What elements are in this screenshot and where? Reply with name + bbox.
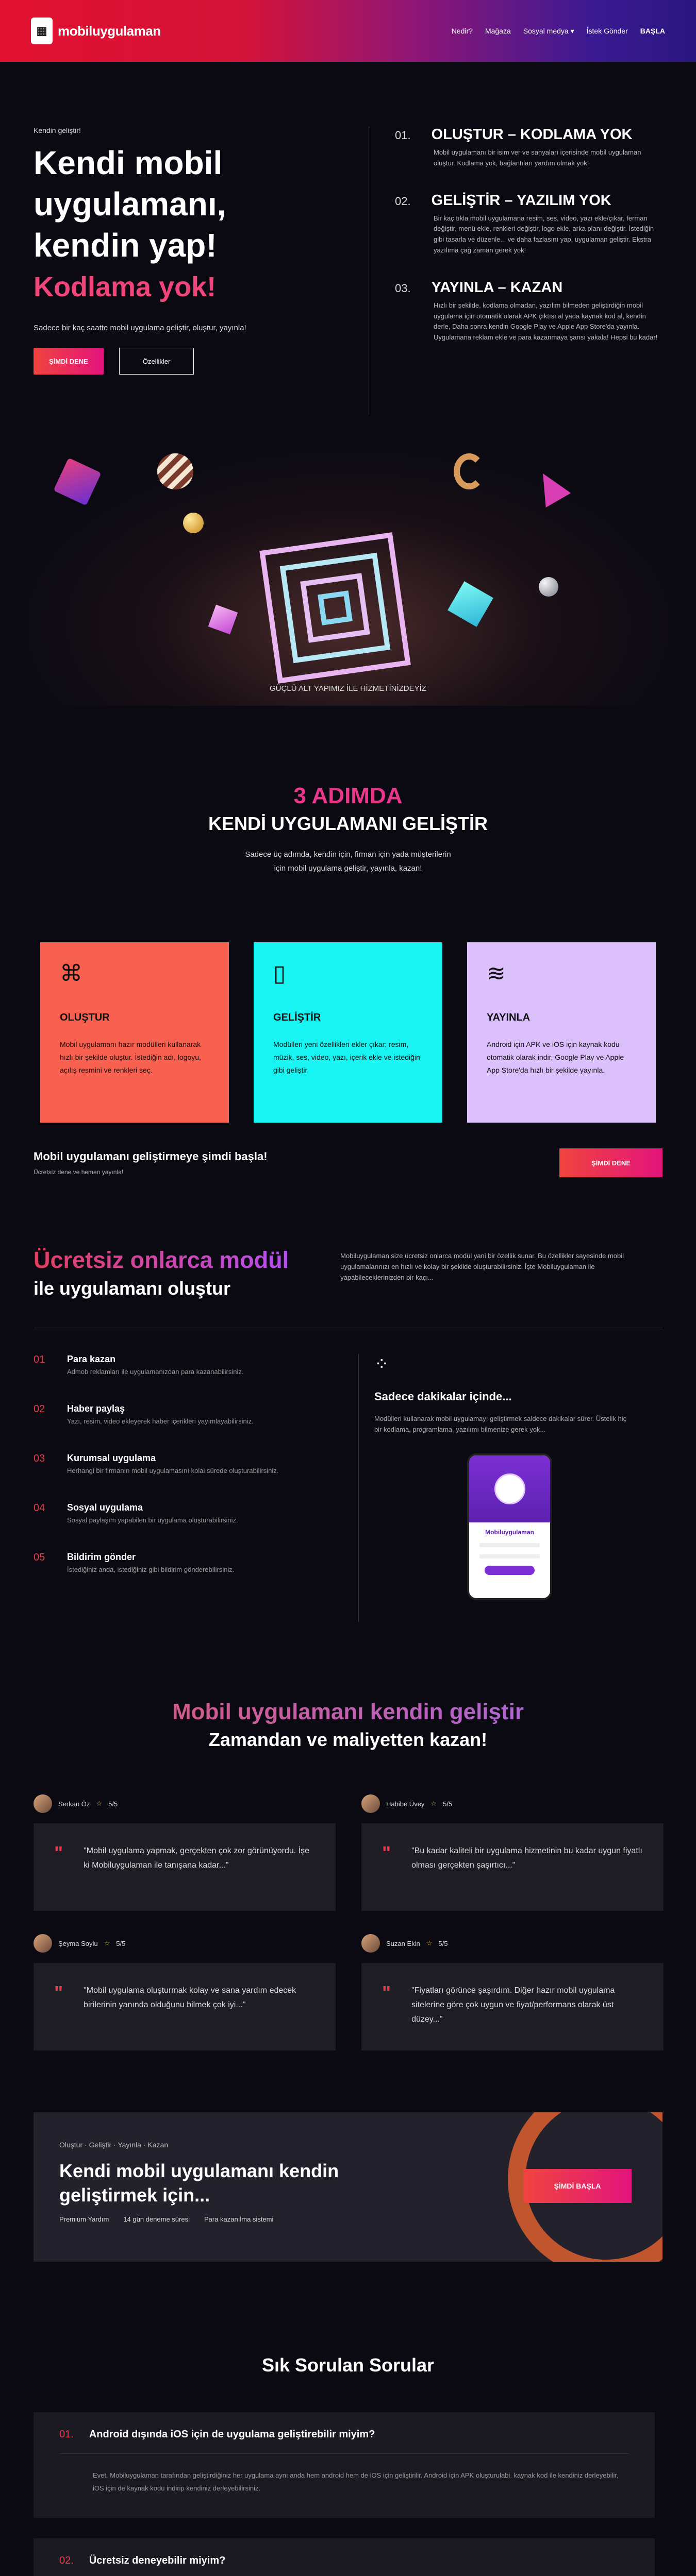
testimonials-title: Mobil uygulamanı kendin geliştir [0,1699,696,1725]
modules-body [34,1354,662,1622]
cta-row [0,1123,696,1177]
feature-cards [0,942,696,1123]
card-olustur [40,942,229,1123]
nav-link-sosyal[interactable] [523,27,574,36]
phone-mockup-lines [479,1554,540,1558]
star-icon: ☆ [104,1939,110,1947]
logo-phone-icon: ▦ [31,18,53,44]
card-text: Mobil uygulamanı hazır modülleri kullanarak hızlı bir şekilde oluştur. İstediğin adı, logoyu, açılış resmini ve renkleri seç. [60,1040,201,1075]
avatar [34,1934,52,1953]
modules-right [374,1354,662,1622]
three-steps-sub-line2: için mobil uygulama geliştir, yayınla, kazan! [274,864,422,873]
review-rating: 5/5 [443,1800,453,1808]
cta-title: Mobil uygulamanı geliştirmeye şimdi başla! [34,1150,268,1163]
hero-title-line2: uygulamanı, [34,185,226,223]
top-nav [0,0,696,62]
hero-section [0,62,696,438]
nav-link-magaza[interactable]: Mağaza [485,27,511,35]
modules-right-title: Sadece dakikalar içinde... [374,1390,512,1403]
layers-icon: ≋ [487,961,506,986]
modules-titles [34,1247,289,1299]
list-item [34,1403,343,1425]
hero-title-line1: Kendi mobil [34,144,223,181]
card-yayinla [467,942,656,1123]
hero-3d-illustration [0,438,696,706]
module-text: Herhangi bir firmanın mobil uygulamasını kolai sürede oluşturabilirsiniz. [67,1467,279,1475]
spiral-icon [454,453,485,489]
faq-title: Sık Sorulan Sorular [261,2354,435,2376]
faq-item[interactable] [34,2412,655,2518]
hero-title-line3: kendin yap! [34,227,217,264]
gold-sphere-icon [183,513,204,533]
cta-subtitle: Ücretsiz dene ve hemen yayınla! [34,1168,124,1176]
modules-vertical-divider [358,1354,359,1622]
module-list [34,1354,343,1622]
review-author: Habibe Üvey [386,1800,425,1808]
testimonials-section [0,1622,696,2050]
module-number: 03 [34,1453,45,1464]
module-text: Sosyal paylaşım yapabilen bir uygulama oluşturabilirsiniz. [67,1516,238,1524]
step-head [395,192,662,209]
module-content [67,1453,278,1475]
modules-right-text: Modülleri kullanarak mobil uygulamayı geliştirmek saldece dakikalar sürer. Üstelik hiç bir kodlama, programlama, yazılımı bilmenize gerek yok... [374,1415,627,1433]
chevron-down-icon: ▾ [570,26,574,35]
step-text: Hızlı bir şekilde, kodlama olmadan, yazılım bilmeden geliştirdiğin mobil uygulama için otomatik olarak APK çıktısı al yada kaynak kod al, kendin derle, Daha sonra kendin Google Play ve Apple App Store'da yayınla. Uygulamana reklam ekle ve para kazanmaya şansı yakala! Hepsi bu kadar! [434,301,658,342]
step-title: OLUŞTUR – KODLAMA YOK [431,126,633,143]
module-text: Yazı, resim, video ekleyerek haber içerikleri yayımlayabilirsiniz. [67,1417,254,1425]
hero-pink-title: Kodlama yok! [34,272,217,302]
three-steps-pink: 3 ADIMDA [293,783,403,808]
banner-pill: Premium Yardım [59,2215,109,2223]
faq-item[interactable] [34,2538,655,2576]
review-card [34,1794,336,1911]
scene-caption: GÜÇLÜ ALT YAPIMIZ İLE HİZMETİNİZDEYİZ [270,684,426,693]
step-head [395,279,662,296]
silver-sphere-icon [539,577,558,597]
avatar [494,1473,525,1504]
step-title: GELİŞTİR – YAZILIM YOK [431,192,611,209]
step-number: 01. [395,129,411,142]
step-text: Bir kaç tıkla mobil uygulamana resim, ses, video, yazı ekle/çıkar, ferman değiştir, menü ekle, renkleri değiştir, logo ekle, arka planı değiştir. İstediğin gibi tasarla ve düzenle... ve daha fazlasını yap, uygulaman geliştir. Ekstra yazılıma çağ zaman gerek yok! [434,214,654,254]
faq-answer: Evet. Mobiluygulaman tarafından geliştirdiğiniz her uygulama aynı anda hem android hem de iOS için geliştirilir. Android için APK oluşturulabi. kaynak kod ile kendiniz derleyebilir, iOS için de kaynak kodu indirip kendiniz derleyebilirsiniz. [93,2471,619,2492]
card-text: Android için APK ve iOS için kaynak kodu otomatik olarak indir, Google Play ve Apple App Store'da hızlı bir şekilde yayınla. [487,1040,624,1075]
step-item [395,192,662,256]
faq-question [59,2555,629,2567]
hero-eyebrow: Kendin geliştir! [34,126,81,134]
faq-question-text: Ücretsiz deneyebilir miyim? [89,2555,226,2566]
modules-title: Ücretsiz onlarca modül [34,1247,289,1273]
hero-subtitle: Sadece bir kaç saatte mobil uygulama geliştir, oluştur, yayınla! [34,324,246,332]
three-steps-title: KENDİ UYGULAMANI GELİŞTİR [208,813,488,834]
review-head [361,1794,664,1813]
sitemap-icon: ⌘ [60,961,82,986]
hero-buttons [34,348,343,375]
start-now-button[interactable]: ŞİMDİ BAŞLA [523,2169,632,2203]
banner-pill: Para kazanılma sistemi [204,2215,274,2223]
avatar [361,1934,380,1953]
step-head [395,126,662,143]
hero-left [34,126,343,438]
avatar [34,1794,52,1813]
faq-divider [59,2453,629,2454]
three-steps-subtitle [0,848,696,875]
review-box [34,1963,336,2050]
star-icon: ☆ [430,1800,437,1807]
quote-icon: " [54,1842,63,1863]
modules-description: Mobiluygulaman size ücretsiz onlarca modül yani bir özellik sunar. Bu özellikler sayesinde mobil uygulamalarınızı en hızlı ve kolay bir şekilde oluşturabilirsiniz. İşte Mobiluygulaman ile yapabileceklerinizden bir kaçı... [340,1252,624,1281]
list-item [34,1453,343,1475]
quote-icon: " [54,1982,63,2003]
card-title: GELİŞTİR [273,1012,321,1023]
review-box [361,1823,664,1911]
phone-mockup-lines [479,1543,540,1547]
phone-icon: ▯ [273,961,286,986]
review-author: Serkan Öz [58,1800,90,1808]
faq-number: 02. [59,2555,74,2566]
logo-text: mobiluygulaman [58,23,161,39]
three-steps-section [0,706,696,1123]
review-author: Suzan Ekin [386,1939,420,1947]
review-text: "Bu kadar kaliteli bir uygulama hizmetinin bu kadar uygun fiyatlı olması gerçekten şaşırtıcı..." [411,1846,642,1870]
faq-question-text: Android dışında iOS için de uygulama geliştirebilir miyim? [89,2429,375,2440]
review-head [361,1934,664,1953]
module-content [67,1354,244,1376]
loading-spinner-icon: ⁘ [374,1354,389,1374]
quote-icon: " [382,1842,391,1863]
module-number: 02 [34,1403,45,1415]
faq-number: 01. [59,2429,74,2440]
module-number: 04 [34,1502,45,1514]
banner-pill: 14 gün deneme süresi [123,2215,190,2223]
list-item [34,1354,343,1376]
module-title: Sosyal uygulama [67,1502,143,1513]
pink-cube-icon [208,605,238,635]
module-title: Para kazan [67,1354,116,1364]
avatar [361,1794,380,1813]
list-item [34,1502,343,1524]
module-title: Bildirim gönder [67,1552,136,1562]
features-button[interactable]: Özellikler [119,348,194,375]
review-box [34,1823,336,1911]
module-content [67,1502,238,1524]
star-icon: ☆ [96,1800,103,1807]
faq-section [0,2262,696,2576]
nested-frames-icon [268,541,402,675]
review-rating: 5/5 [438,1939,448,1947]
reviews-grid [0,1751,696,2050]
faq-question [59,2429,629,2441]
card-text: Modülleri yeni özellikleri ekler çıkar; resim, müzik, ses, video, yazı, içerik ekle ve istediğin gibi geliştir [273,1040,420,1075]
hero-title [34,142,343,266]
review-head [34,1794,336,1813]
review-text: "Fiyatları görünce şaşırdım. Diğer hazır mobil uygulama sitelerine göre çok uygun ve fiyat/performans olarak üst düzey..." [411,1986,615,2024]
phone-mockup [467,1453,552,1600]
review-author: Şeyma Soylu [58,1939,98,1947]
logo[interactable] [31,18,161,44]
module-number: 05 [34,1552,45,1563]
nav-link-istek[interactable]: İstek Gönder [586,27,628,35]
review-head [34,1934,336,1953]
phone-mockup-label: Mobiluygulaman [485,1528,534,1536]
try-now-button[interactable]: ŞİMDİ DENE [34,348,104,375]
cta-try-button[interactable]: ŞİMDİ DENE [559,1148,662,1177]
phone-mockup-header [469,1455,550,1522]
modules-subtitle: ile uygulamanı oluştur [34,1278,231,1299]
review-card [361,1794,664,1911]
phone-mockup-button [485,1566,535,1575]
review-text: "Mobil uygulama yapmak, gerçekten çok zor görünüyordu. İşe ki Mobiluygulaman ile tanışana kadar..." [84,1846,309,1870]
cta-text [34,1150,268,1176]
step-text: Mobil uygulamanı bir isim ver ve sanyaları içerisinde mobil uygulaman oluştur. Kodlama yok, bağlantıları yardım olmak yok! [434,148,641,167]
steps-list [395,126,662,438]
module-title: Kurumsal uygulama [67,1453,156,1463]
testimonials-subtitle: Zamandan ve maliyetten kazan! [208,1729,488,1750]
nav-link-nedir[interactable]: Nedir? [451,27,473,35]
step-item [395,279,662,343]
card-title: OLUŞTUR [60,1012,110,1023]
review-box [361,1963,664,2050]
module-number: 01 [34,1354,45,1365]
step-title: YAYINLA – KAZAN [431,279,563,296]
teal-cube-icon [448,581,493,627]
cone-icon [531,466,571,507]
banner-title: Kendi mobil uygulamanı kendin geliştirmek için... [59,2160,339,2206]
nav-link-basla[interactable]: BAŞLA [640,27,665,35]
modules-section [0,1177,696,1622]
review-card [361,1934,664,2050]
step-number: 03. [395,281,411,295]
review-rating: 5/5 [116,1939,126,1947]
step-number: 02. [395,194,411,208]
review-rating: 5/5 [108,1800,118,1808]
nav-link-sosyal-label: Sosyal medya [523,26,569,35]
module-title: Haber paylaş [67,1403,125,1414]
card-gelistir [254,942,442,1123]
cube-icon [53,457,101,505]
banner-eyebrow: Oluştur · Geliştir · Yayınla · Kazan [59,2141,169,2149]
sphere-icon [157,453,193,489]
module-content [67,1552,234,1573]
quote-icon: " [382,1982,391,2003]
review-text: "Mobil uygulama oluşturmak kolay ve sana yardım edecek birilerinin yanında olduğunu bilmek çok iyi..." [84,1986,296,2009]
card-title: YAYINLA [487,1012,531,1023]
module-text: İstediğiniz anda, istediğiniz gibi bildirim gönderebilirsiniz. [67,1566,235,1573]
start-banner [34,2112,662,2262]
modules-head [34,1247,662,1299]
step-item [395,126,662,169]
module-text: Admob reklamları ile uygulamanızdan para kazanabilirsiniz. [67,1368,244,1376]
three-steps-sub-line1: Sadece üç adımda, kendin için, firman için yada müşterilerin [245,850,451,859]
nav-links [452,27,665,36]
list-item [34,1552,343,1573]
star-icon: ☆ [426,1939,433,1947]
review-card [34,1934,336,2050]
module-content [67,1403,254,1425]
